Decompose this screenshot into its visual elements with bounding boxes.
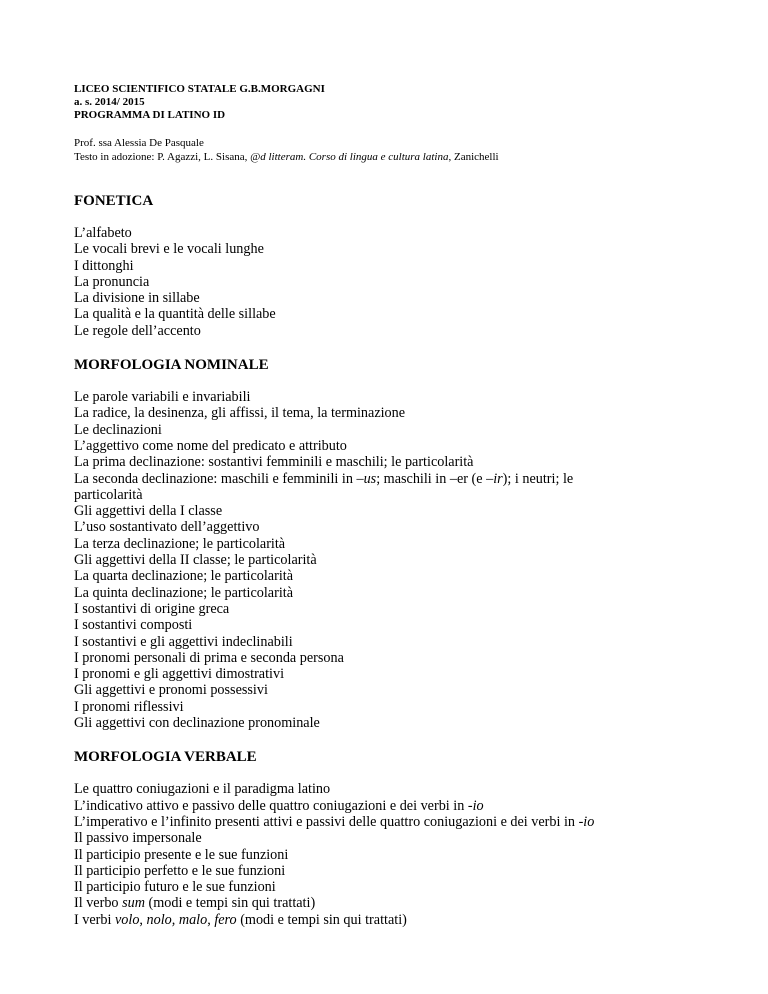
textbook-prefix: Testo in adozione: P. Agazzi, L. Sisana,	[74, 151, 251, 163]
textbook-suffix: , Zanichelli	[448, 151, 499, 163]
section-title-fonetica: FONETICA	[74, 193, 154, 209]
section-title-morfologia-verbale: MORFOLOGIA VERBALE	[74, 749, 257, 766]
list-item: I pronomi riflessivi	[74, 698, 184, 715]
document-page	[74, 83, 734, 928]
text-run-italic: nolo, malo	[146, 911, 208, 928]
text-run-italic: volo	[114, 911, 140, 928]
text-run-italic: sum	[122, 895, 145, 912]
textbook-title: @d litteram. Corso di lingua e cultura latina	[250, 151, 449, 163]
text-run-italic: ir	[493, 470, 503, 487]
text-run: ,	[139, 911, 147, 928]
text-run: La seconda declinazione: maschili e femminili in –	[74, 470, 364, 487]
text-run: I verbi	[74, 911, 115, 928]
list-item: L’aggettivo come nome del predicato e attributo	[74, 437, 347, 454]
list-item: La terza declinazione; le particolarità	[74, 535, 286, 552]
list-item: La prima declinazione: sostantivi femminili e maschili; le particolarità	[74, 454, 474, 471]
text-run: Il verbo	[74, 895, 123, 912]
text-run-italic: fero	[214, 911, 237, 928]
text-run-italic: us	[363, 470, 377, 487]
list-item: I dittonghi	[74, 257, 134, 274]
list-item: Le vocali brevi e le vocali lunghe	[74, 241, 264, 258]
list-item: Gli aggettivi della I classe	[74, 503, 223, 520]
list-item: Gli aggettivi e pronomi possessivi	[74, 682, 268, 699]
section-title-morfologia-nominale: MORFOLOGIA NOMINALE	[74, 357, 269, 374]
list-item: Gli aggettivi con declinazione pronominale	[74, 715, 320, 732]
document-header	[74, 83, 734, 122]
list-item: I pronomi personali di prima e seconda persona	[74, 649, 344, 666]
school-year: a. s. 2014/ 2015	[74, 96, 145, 108]
list-item: L’alfabeto	[74, 225, 132, 241]
textbook-line	[74, 150, 734, 164]
text-run: ; maschili in –er (e –	[376, 470, 494, 487]
teacher-name: Prof. ssa Alessia De Pasquale	[74, 137, 204, 149]
list-item: Il participio perfetto e le sue funzioni	[74, 862, 286, 879]
list-item: Le regole dell’accento	[74, 322, 201, 339]
text-run: L’imperativo e l’infinito presenti attivi e passivi delle quattro coniugazioni e dei verbi in -	[74, 813, 584, 830]
list-item: I sostantivi di origine greca	[74, 600, 230, 617]
program-title: PROGRAMMA DI LATINO ID	[74, 109, 226, 121]
list-item	[74, 895, 734, 911]
list-item: La radice, la desinenza, gli affissi, il tema, la terminazione	[74, 405, 406, 422]
list-item: La quinta declinazione; le particolarità	[74, 584, 294, 601]
text-run-italic: io	[583, 813, 595, 830]
school-name: LICEO SCIENTIFICO STATALE G.B.MORGAGNI	[74, 83, 325, 95]
list-item: I sostantivi composti	[74, 617, 193, 634]
list-item: I pronomi e gli aggettivi dimostrativi	[74, 666, 285, 683]
list-item: Le quattro coniugazioni e il paradigma latino	[74, 781, 331, 798]
section-list-morfologia-nominale	[74, 389, 734, 731]
list-item	[74, 798, 734, 814]
list-item: La pronuncia	[74, 273, 150, 290]
text-run: (modi e tempi sin qui trattati)	[144, 895, 316, 912]
text-run: ); i neutri; le particolarità	[74, 470, 574, 503]
text-run: L’indicativo attivo e passivo delle quattro coniugazioni e dei verbi in -	[74, 797, 473, 814]
list-item: La divisione in sillabe	[74, 290, 200, 307]
text-run: (modi e tempi sin qui trattati)	[236, 911, 407, 928]
document-meta	[74, 136, 734, 164]
text-run: ,	[207, 911, 215, 928]
list-item: Gli aggettivi della II classe; le particolarità	[74, 552, 317, 569]
list-item: Il passivo impersonale	[74, 830, 202, 847]
list-item	[74, 912, 734, 928]
section-list-morfologia-verbale	[74, 781, 734, 928]
list-item: La qualità e la quantità delle sillabe	[74, 306, 276, 323]
list-item: Le parole variabili e invariabili	[74, 389, 251, 406]
text-run-italic: io	[472, 797, 484, 814]
list-item: I sostantivi e gli aggettivi indeclinabili	[74, 633, 293, 650]
list-item: L’uso sostantivato dell’aggettivo	[74, 519, 260, 536]
list-item: Il participio presente e le sue funzioni	[74, 846, 289, 863]
list-item: Le declinazioni	[74, 421, 162, 438]
section-list-fonetica	[74, 225, 734, 339]
list-item	[74, 471, 634, 504]
list-item	[74, 814, 734, 830]
list-item: Il participio futuro e le sue funzioni	[74, 879, 276, 896]
list-item: La quarta declinazione; le particolarità	[74, 568, 293, 585]
